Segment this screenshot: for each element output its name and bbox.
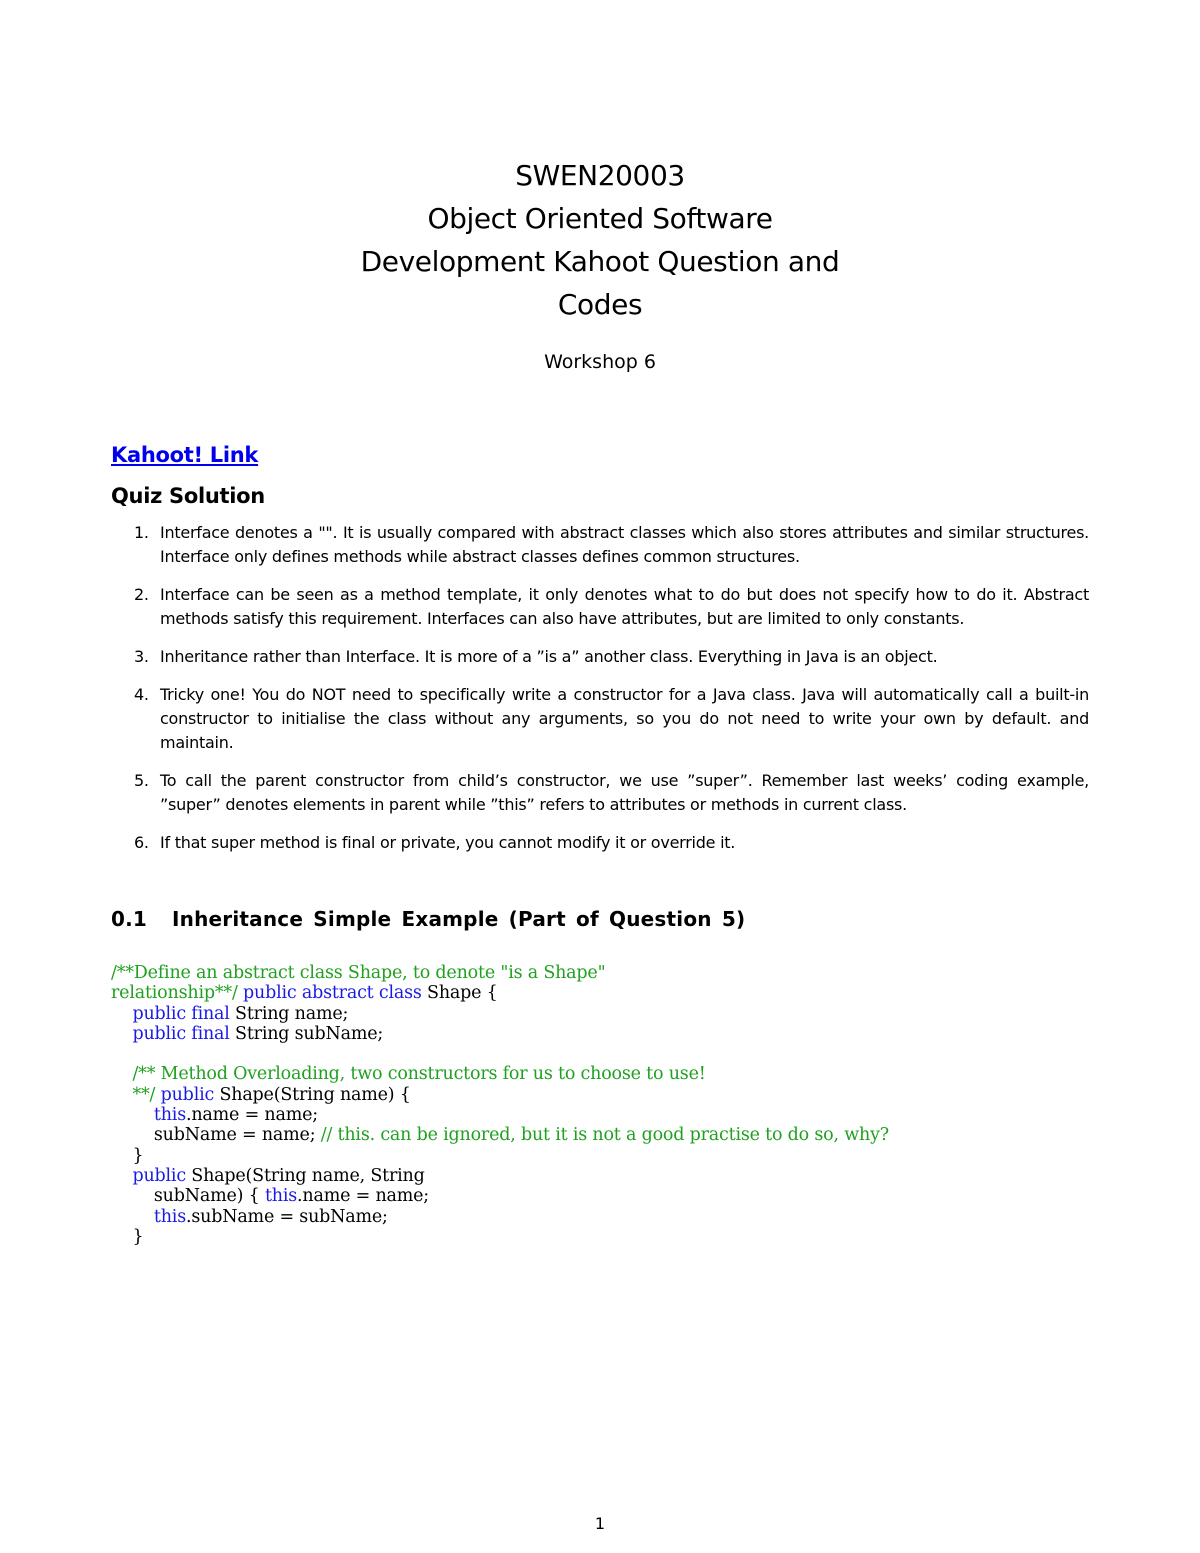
- section-number: 0.1: [111, 907, 148, 931]
- section-title: Inheritance Simple Example (Part of Question 5): [172, 907, 746, 931]
- kahoot-link[interactable]: Kahoot! Link: [111, 443, 259, 467]
- code-line: this.name = name;: [153, 1105, 318, 1126]
- list-item-number: 2.: [134, 585, 149, 604]
- code-line: /**Define an abstract class Shape, to denote "is a Shape": [111, 963, 606, 983]
- code-line: **/ public Shape(String name) {: [132, 1084, 411, 1105]
- list-item-text: Interface denotes a "". It is usually compared with abstract classes which also stores attributes and similar structures. Interface only defines methods while abstract classes defines common structures.: [160, 523, 1089, 566]
- list-item: [111, 583, 1089, 631]
- page-number: 1: [594, 1514, 606, 1533]
- code-line: relationship**/ public abstract class Shape {: [111, 983, 498, 1004]
- list-item-text: Inheritance rather than Interface. It is more of a ”is a” another class. Everything in Java is an object.: [160, 647, 938, 666]
- title-line-3: Codes: [557, 288, 643, 321]
- code-line: subName = name; // this. can be ignored, but it is not a good practise to do so, why?: [153, 1125, 889, 1146]
- code-line: }: [111, 1145, 144, 1166]
- list-item: [111, 521, 1089, 569]
- code-line: }: [111, 1226, 144, 1247]
- section-heading: [111, 907, 745, 931]
- code-line: subName) { this.name = name;: [111, 1186, 430, 1207]
- list-item-number: 5.: [134, 771, 149, 790]
- document-title: [0, 154, 1200, 326]
- list-item-number: 3.: [134, 647, 149, 666]
- list-item-number: 1.: [134, 523, 149, 542]
- list-item: [111, 769, 1089, 817]
- list-item-text: If that super method is final or private, you cannot modify it or override it.: [160, 833, 736, 852]
- solution-list: [111, 521, 1089, 869]
- list-item-text: Interface can be seen as a method template, it only denotes what to do but does not specify how to do it. Abstract methods satisfy this requirement. Interfaces can also have attributes, but are limited to only constants.: [160, 585, 1089, 628]
- code-block: [111, 963, 889, 1247]
- title-line-2: Development Kahoot Question and: [360, 245, 840, 278]
- code-line: public Shape(String name, String: [132, 1165, 425, 1186]
- title-line-course-code: SWEN20003: [515, 159, 685, 192]
- code-line: /** Method Overloading, two constructors for us to choose to use!: [132, 1064, 706, 1085]
- code-line: this.subName = subName;: [153, 1206, 388, 1227]
- list-item: [111, 831, 1089, 855]
- code-line: public final String name;: [132, 1003, 349, 1024]
- list-item: [111, 645, 1089, 669]
- list-item: [111, 683, 1089, 755]
- list-item-text: Tricky one! You do NOT need to specifically write a constructor for a Java class. Java will automatically call a built-in constructor to initialise the class without any arguments, so you do not need to write your own by default. and maintain.: [160, 685, 1089, 752]
- list-item-text: To call the parent constructor from child’s constructor, we use ”super”. Remember last weeks’ coding example, ”super” denotes elements in parent while ”this” refers to attributes or methods in current class.: [160, 771, 1089, 814]
- list-item-number: 4.: [134, 685, 149, 704]
- code-line: public final String subName;: [132, 1023, 384, 1044]
- quiz-solution-heading: Quiz Solution: [111, 484, 265, 508]
- document-subtitle: Workshop 6: [544, 351, 656, 373]
- title-line-1: Object Oriented Software: [427, 202, 773, 235]
- list-item-number: 6.: [134, 833, 149, 852]
